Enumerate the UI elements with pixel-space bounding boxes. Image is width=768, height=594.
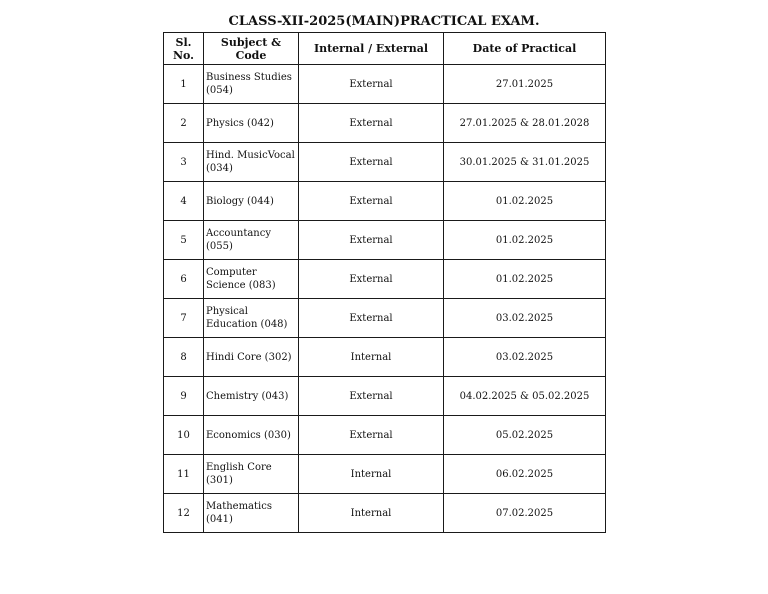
table-row: [164, 143, 606, 182]
cell-sl-no: 5: [164, 221, 204, 260]
cell-type: External: [299, 260, 444, 299]
cell-type: Internal: [299, 455, 444, 494]
cell-sl-no: 2: [164, 104, 204, 143]
cell-sl-no: 12: [164, 494, 204, 533]
cell-date: 05.02.2025: [444, 416, 606, 455]
practical-exam-table: [163, 32, 606, 533]
cell-date: 27.01.2025: [444, 65, 606, 104]
cell-sl-no: 10: [164, 416, 204, 455]
table-row: [164, 299, 606, 338]
cell-type: External: [299, 416, 444, 455]
table-row: [164, 104, 606, 143]
cell-date: 30.01.2025 & 31.01.2025: [444, 143, 606, 182]
cell-sl-no: 6: [164, 260, 204, 299]
table-row: [164, 260, 606, 299]
table-row: [164, 494, 606, 533]
cell-subject: Economics (030): [204, 416, 299, 455]
cell-subject: English Core (301): [204, 455, 299, 494]
header-type: Internal / External: [299, 33, 444, 65]
cell-sl-no: 7: [164, 299, 204, 338]
cell-subject: Business Studies (054): [204, 65, 299, 104]
cell-date: 03.02.2025: [444, 338, 606, 377]
cell-date: 04.02.2025 & 05.02.2025: [444, 377, 606, 416]
cell-subject: Biology (044): [204, 182, 299, 221]
cell-date: 01.02.2025: [444, 182, 606, 221]
cell-subject: Computer Science (083): [204, 260, 299, 299]
cell-subject: Mathematics (041): [204, 494, 299, 533]
cell-type: External: [299, 377, 444, 416]
cell-subject: Hind. MusicVocal (034): [204, 143, 299, 182]
cell-date: 03.02.2025: [444, 299, 606, 338]
cell-date: 07.02.2025: [444, 494, 606, 533]
cell-type: External: [299, 221, 444, 260]
cell-type: External: [299, 65, 444, 104]
header-sl-no: Sl. No.: [164, 33, 204, 65]
cell-subject: Accountancy (055): [204, 221, 299, 260]
cell-type: Internal: [299, 338, 444, 377]
cell-subject: Hindi Core (302): [204, 338, 299, 377]
cell-type: External: [299, 299, 444, 338]
table-header-row: [164, 33, 606, 65]
cell-type: External: [299, 143, 444, 182]
table-row: [164, 221, 606, 260]
table-row: [164, 377, 606, 416]
cell-subject: Chemistry (043): [204, 377, 299, 416]
cell-subject: Physical Education (048): [204, 299, 299, 338]
page-title: CLASS-XII-2025(MAIN)PRACTICAL EXAM.: [228, 14, 540, 29]
cell-date: 06.02.2025: [444, 455, 606, 494]
table-row: [164, 455, 606, 494]
cell-sl-no: 4: [164, 182, 204, 221]
header-date: Date of Practical: [444, 33, 606, 65]
table-row: [164, 338, 606, 377]
cell-sl-no: 11: [164, 455, 204, 494]
table-row: [164, 65, 606, 104]
cell-subject: Physics (042): [204, 104, 299, 143]
table-row: [164, 182, 606, 221]
cell-sl-no: 8: [164, 338, 204, 377]
cell-sl-no: 9: [164, 377, 204, 416]
cell-date: 01.02.2025: [444, 221, 606, 260]
cell-date: 01.02.2025: [444, 260, 606, 299]
header-subject: Subject & Code: [204, 33, 299, 65]
cell-sl-no: 3: [164, 143, 204, 182]
cell-type: Internal: [299, 494, 444, 533]
cell-type: External: [299, 182, 444, 221]
table-body: [164, 65, 606, 533]
cell-type: External: [299, 104, 444, 143]
table-row: [164, 416, 606, 455]
cell-date: 27.01.2025 & 28.01.2028: [444, 104, 606, 143]
cell-sl-no: 1: [164, 65, 204, 104]
